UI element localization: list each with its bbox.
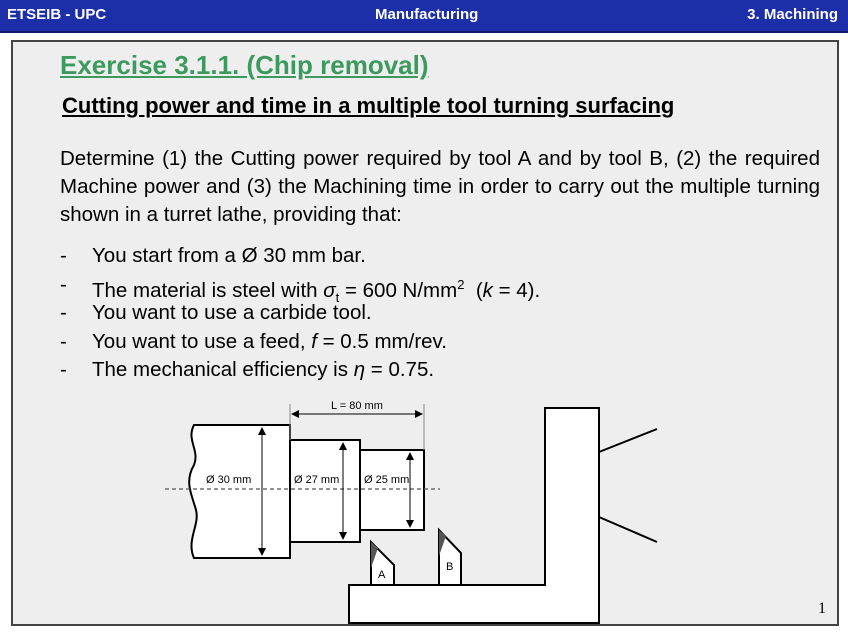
d25-label: Ø 25 mm	[364, 474, 410, 486]
list-item: - The mechanical efficiency is η = 0.75.	[60, 358, 435, 381]
page-number: 1	[818, 600, 826, 617]
bar-25-section	[360, 450, 424, 530]
bar-27-section	[290, 440, 360, 542]
d27-label: Ø 27 mm	[294, 474, 340, 486]
tool-b-label: B	[446, 561, 454, 573]
exercise-title: Exercise 3.1.1. (Chip removal)	[60, 50, 429, 80]
list-item: - You want to use a carbide tool.	[60, 301, 372, 324]
d30-label: Ø 30 mm	[206, 474, 252, 486]
header-center: Manufacturing	[375, 6, 479, 23]
list-item: - You want to use a feed, f = 0.5 mm/rev.	[60, 329, 447, 353]
header-left: ETSEIB - UPC	[7, 6, 107, 23]
intro-paragraph: Determine (1) the Cutting power required by tool A and by tool B, (2) the required Machine power and (3) the Machining time in order to carry out the multiple turning shown in a turret lathe, providing that:	[60, 147, 820, 226]
tool-a-label: A	[378, 569, 386, 581]
header-right: 3. Machining	[747, 6, 838, 23]
bar-30-section	[189, 425, 290, 558]
list-item: - You start from a Ø 30 mm bar.	[60, 244, 366, 267]
list-item: - The material is steel with $\sigma_t = 600$ $N/mm^2$ (k = 4).	[60, 272, 541, 305]
length-label: L = 80 mm	[331, 400, 383, 412]
exercise-subtitle: Cutting power and time in a multiple tool turning surfacing	[62, 93, 675, 118]
